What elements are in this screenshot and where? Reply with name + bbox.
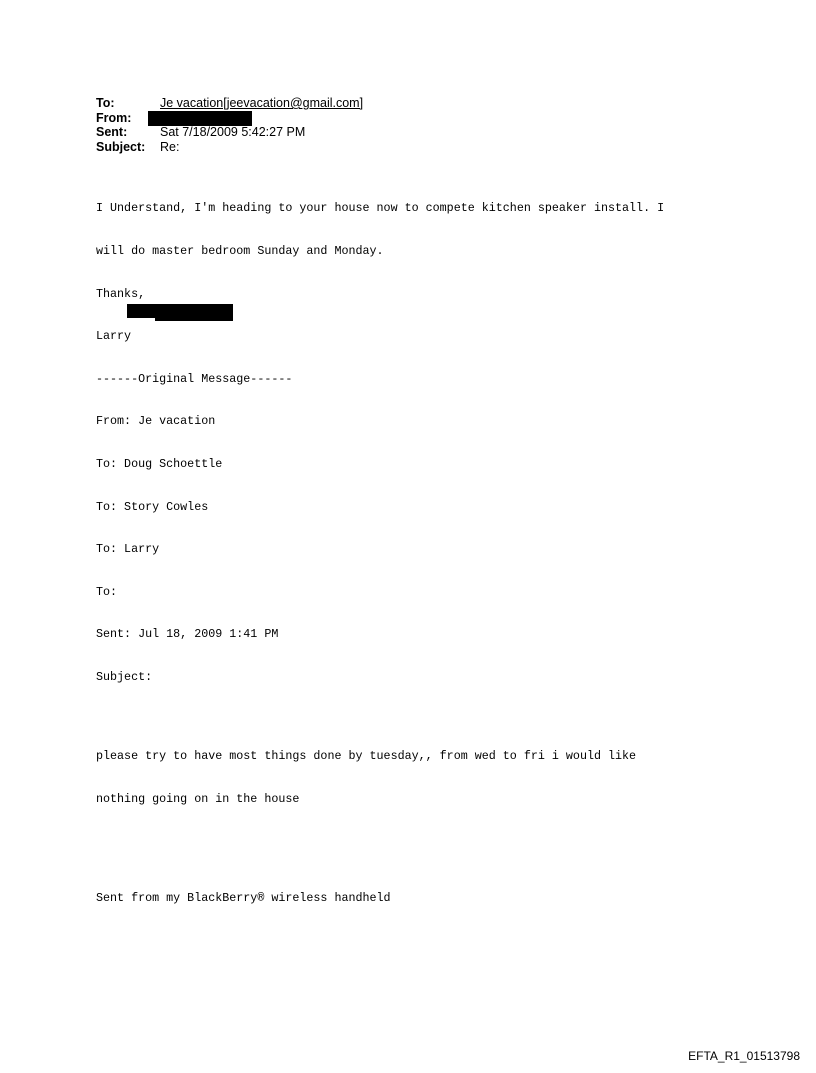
original-subject: Subject: (96, 669, 153, 684)
subject-value: Re: (160, 139, 180, 154)
body-line: I Understand, I'm heading to your house now to compete kitchen speaker install. I (96, 201, 665, 216)
sent-value: Sat 7/18/2009 5:42:27 PM (160, 125, 306, 139)
to-label: To: (96, 96, 115, 110)
body-line: Thanks, (96, 286, 146, 301)
signature: Sent from my BlackBerry® wireless handheld (96, 890, 391, 905)
redaction-box (148, 111, 252, 126)
original-to: To: (96, 584, 118, 599)
sent-row (96, 125, 363, 140)
body-line: Larry (96, 329, 132, 344)
original-message-divider: ------Original Message------ (96, 371, 293, 386)
original-to: To: Doug Schoettle (96, 456, 223, 471)
document-id: EFTA_R1_01513798 (688, 1049, 800, 1063)
original-from: From: Je vacation (96, 414, 216, 429)
redaction-box (155, 316, 233, 321)
email-body (96, 173, 756, 919)
subject-label: Subject: (96, 139, 146, 154)
email-header (96, 96, 363, 154)
original-body-line: please try to have most things done by tuesday,, from wed to fri i would like (96, 748, 637, 763)
to-value: Je vacation[jeevacation@gmail.com] (160, 96, 364, 110)
from-row (96, 111, 363, 126)
original-to: To: Story Cowles (96, 499, 209, 514)
original-sent: Sent: Jul 18, 2009 1:41 PM (96, 627, 279, 642)
original-to: To: Larry (96, 542, 160, 557)
subject-row (96, 140, 363, 155)
original-body-line: nothing going on in the house (96, 791, 300, 806)
sent-label: Sent: (96, 125, 128, 139)
body-line: will do master bedroom Sunday and Monday. (96, 244, 384, 258)
to-row (96, 96, 363, 111)
from-label: From: (96, 110, 132, 125)
